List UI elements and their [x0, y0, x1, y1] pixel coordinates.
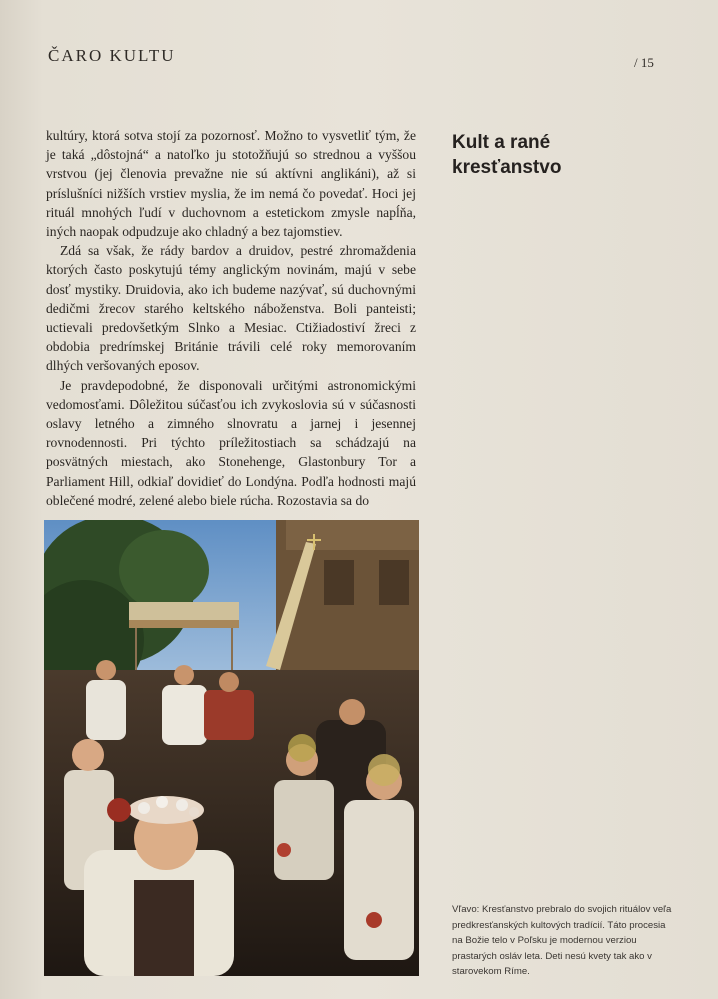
running-title: ČARO KULTU — [48, 46, 176, 65]
body-paragraph: Je pravdepodobné, že disponovali určitými astronomickými vedomosťami. Dôležitou súčasťou ich zvykoslovia sú v súčasnosti oslavy letného a zimného slnovratu a jarnej i jesennej rovnodennosti. Pri týchto príležitostiach sa schádzajú na posvätných miestach, ako Stonehenge, Glastonbury Tor a Parliament Hill, odkiaľ dovidieť do Londýna. Podľa hodnosti majú oblečené modré, zelené alebo biele rúcha. Rozostavia sa do — [46, 377, 416, 508]
section-heading: Kult a rané kresťanstvo — [452, 132, 562, 178]
body-text-column — [46, 126, 416, 510]
body-paragraph: Zdá sa však, že rády bardov a druidov, pestré zhromaždenia ktorých často poskytujú témy anglickým novinám, majú v sebe dosť mystiky. Druidovia, ako ich budeme nazývať, sú duchovnými dedičmi žrecov starého keltského náboženstva. Boli panteisti; uctievali predovšetkým Slnko a Mesiac. Ctižiadostiví žreci z obdobia predrímskej Británie trávili celé roky memorovaním dlhých veršovaných eposov. — [46, 243, 416, 374]
photo-caption: Vľavo: Kresťanstvo prebralo do svojich rituálov veľa predkresťanských kultových tradícií. Táto procesia na Božie telo v Poľsku je modernou verziou prastarých osláv leta. Deti nesú kvety tak ako v starovekom Ríme. — [452, 904, 672, 978]
body-paragraph: kultúry, ktorá sotva stojí za pozornosť. Možno to vysvetliť tým, že je taká „dôstojná“ a natoľko ju stotožňujú so strednou a vyššou vrstvou (jej členovia prevažne nie sú aktívni anglikáni), až si príslušníci nižších vrstiev myslia, že im nemá čo povedať. Hoci jej rituál mnohých ľudí v duchovnom a estetickom zmysle napĺňa, iných naopak odpudzuje ako chladný a bez tajomstiev. — [46, 128, 416, 240]
procession-photo — [44, 520, 419, 976]
page-number: / 15 — [634, 55, 654, 70]
